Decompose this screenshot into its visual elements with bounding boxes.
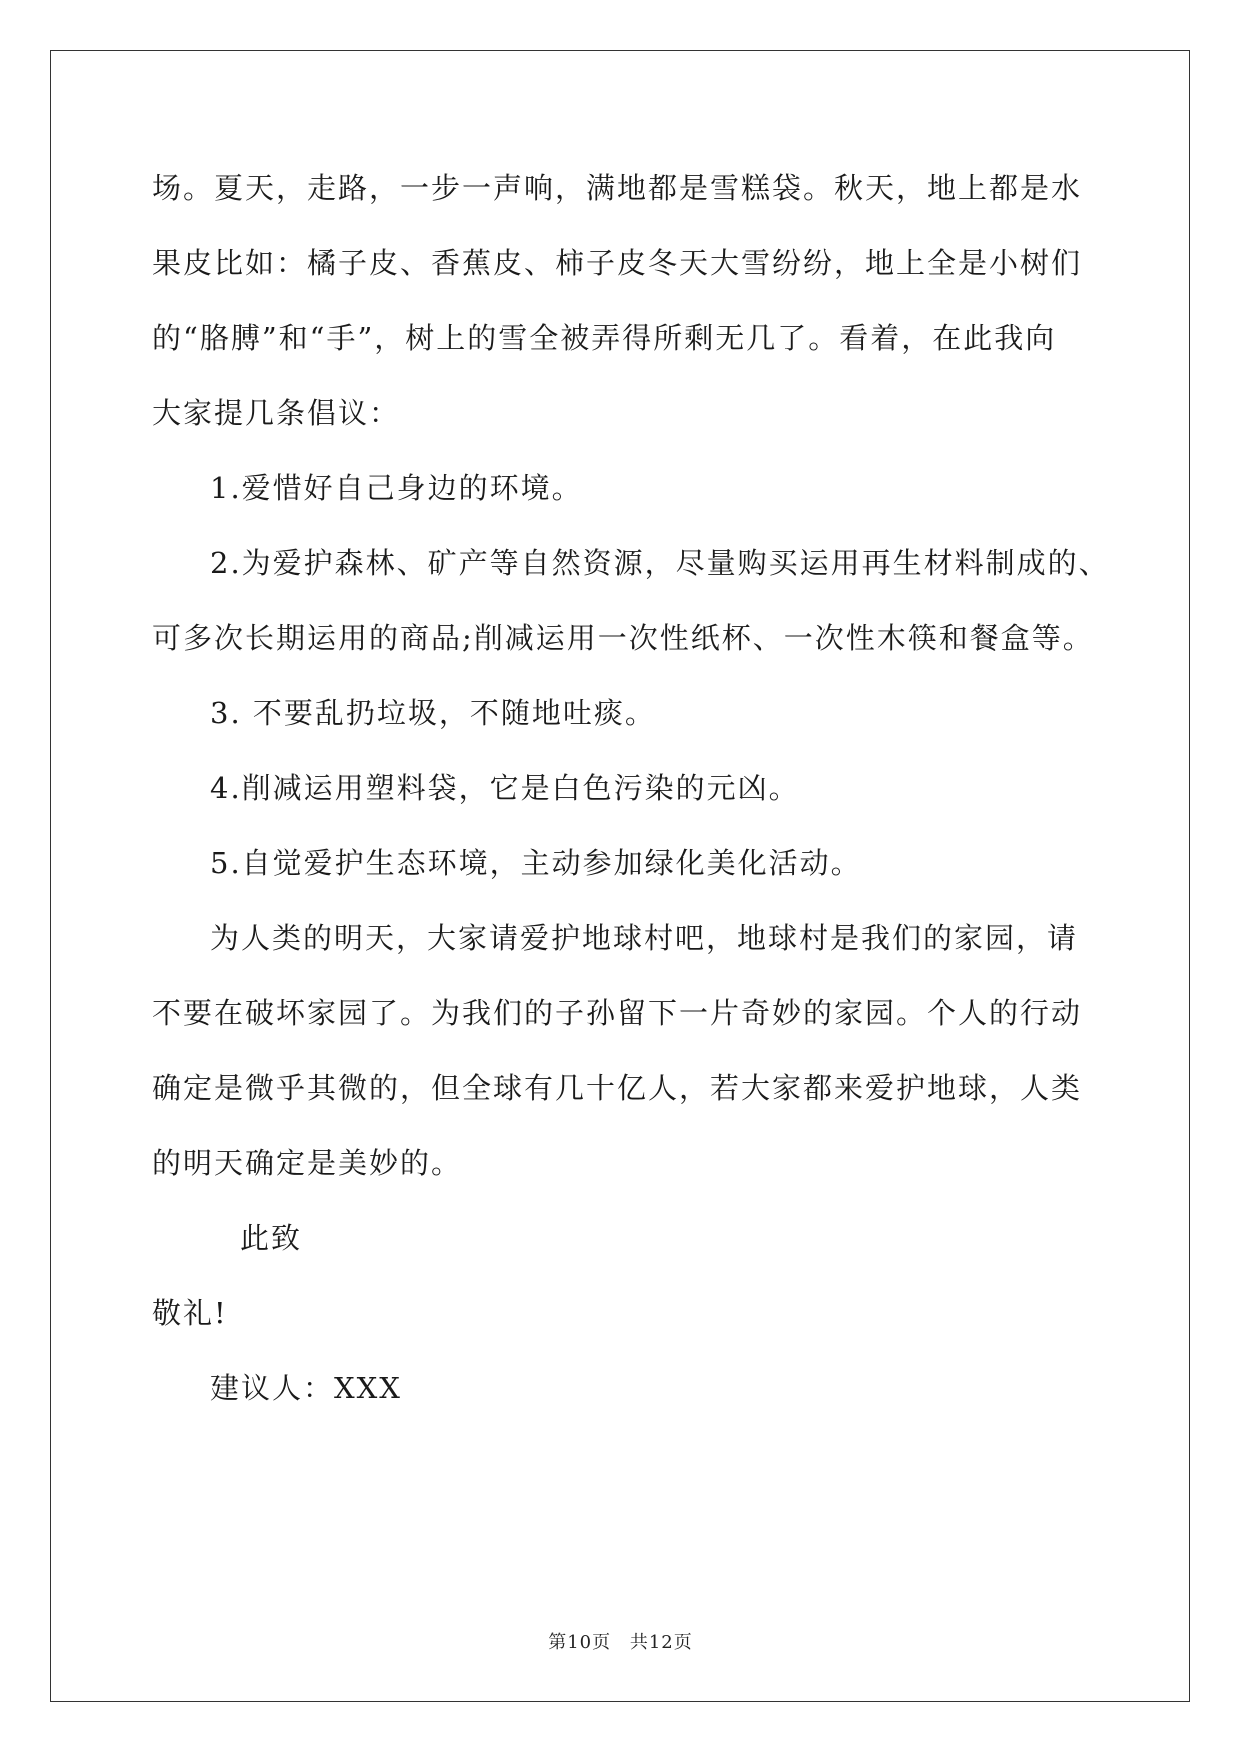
proposal-item-3: 3. 不要乱扔垃圾，不随地吐痰。	[210, 696, 656, 730]
text-line-1: 场。夏天，走路，一步一声响，满地都是雪糕袋。秋天，地上都是水	[152, 171, 1083, 205]
closing-paragraph-line-4: 的明天确定是美妙的。	[152, 1146, 463, 1180]
page-number-total: 共12页	[629, 1632, 693, 1653]
salutation-cizhi: 此致	[240, 1221, 303, 1255]
page-number-current: 第10页	[548, 1632, 612, 1653]
signature-proposer: 建议人：XXX	[210, 1371, 402, 1405]
proposal-item-1: 1.爱惜好自己身边的环境。	[210, 471, 583, 505]
closing-paragraph-line-3: 确定是微乎其微的，但全球有几十亿人，若大家都来爱护地球，人类	[152, 1071, 1083, 1105]
proposal-item-2-cont: 可多次长期运用的商品;削减运用一次性纸杯、一次性木筷和餐盒等。	[152, 621, 1094, 655]
text-line-2: 果皮比如：橘子皮、香蕉皮、柿子皮冬天大雪纷纷，地上全是小树们	[152, 246, 1083, 280]
page-footer	[0, 1628, 1241, 1654]
salutation-jingli: 敬礼!	[152, 1296, 228, 1330]
proposal-item-2: 2.为爱护森林、矿产等自然资源，尽量购买运用再生材料制成的、	[210, 546, 1110, 580]
closing-paragraph-line-2: 不要在破坏家园了。为我们的子孙留下一片奇妙的家园。个人的行动	[152, 996, 1083, 1030]
closing-paragraph-line-1: 为人类的明天，大家请爱护地球村吧，地球村是我们的家园，请	[210, 921, 1079, 955]
text-line-4: 大家提几条倡议：	[152, 396, 401, 430]
proposal-item-5: 5.自觉爱护生态环境，主动参加绿化美化活动。	[210, 846, 862, 880]
text-line-3: 的“胳膊”和“手”，树上的雪全被弄得所剩无几了。看着，在此我向	[152, 321, 1057, 355]
proposal-item-4: 4.削减运用塑料袋，它是白色污染的元凶。	[210, 771, 800, 805]
